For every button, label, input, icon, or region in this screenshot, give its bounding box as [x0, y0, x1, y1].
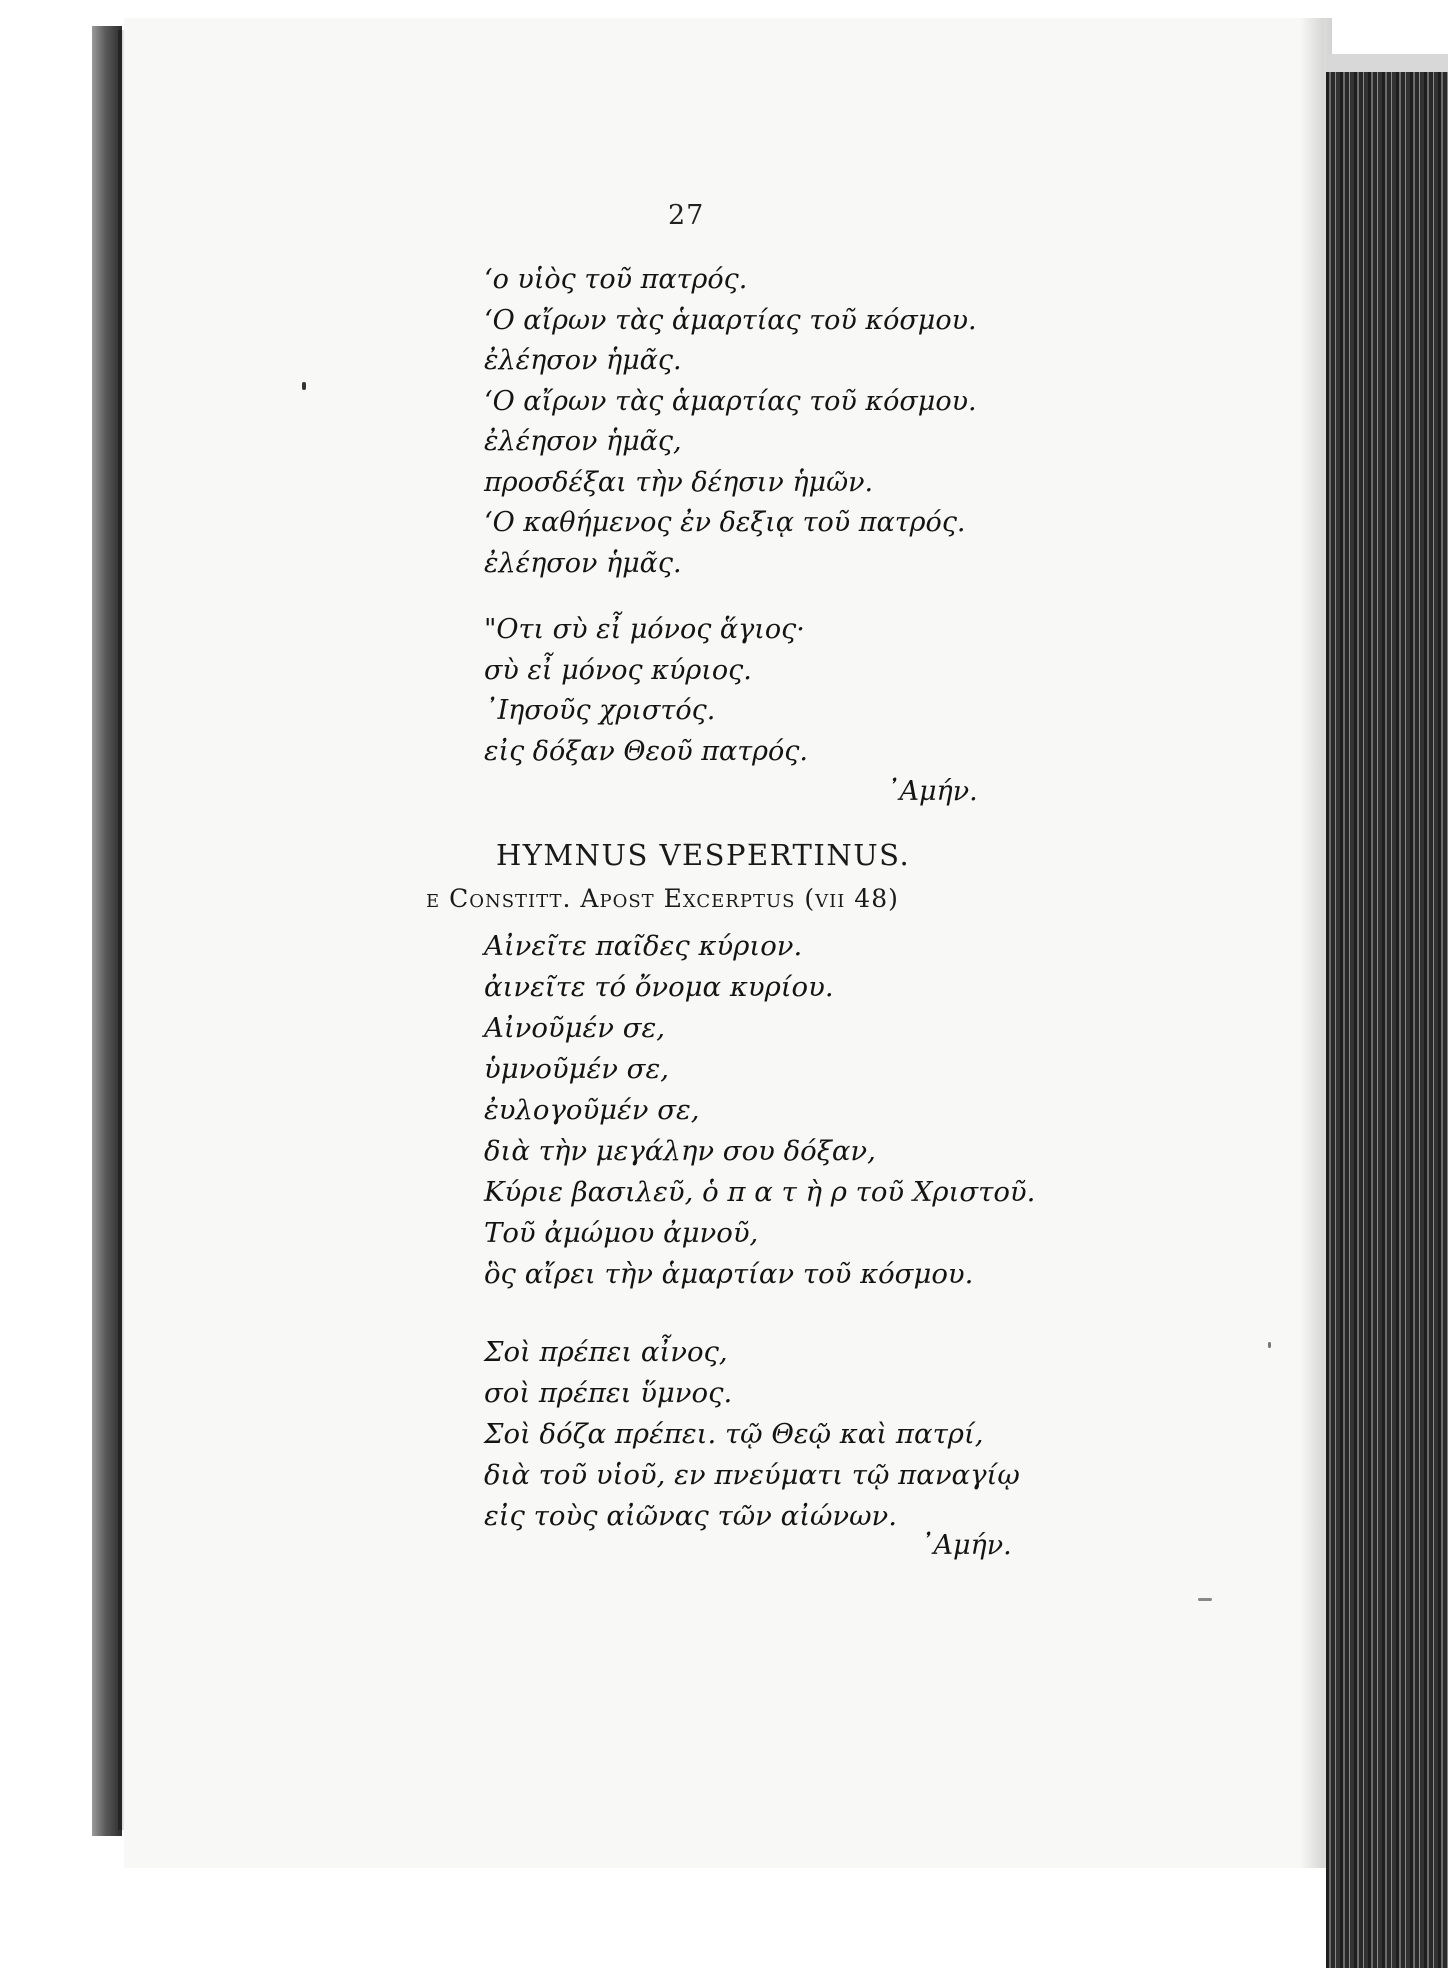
- verse-line: ‘Ο αἴρων τὰς ἁμαρτίας τοῦ κόσμου.: [484, 385, 977, 417]
- page-number: 27: [668, 200, 705, 231]
- verse-line: Αἰνοῦμέν σε,: [484, 1012, 665, 1044]
- verse-line: ‘Ο αἴρων τὰς ἁμαρτίας τοῦ κόσμου.: [484, 304, 977, 336]
- ink-speck: [1198, 1598, 1212, 1601]
- bottom-margin: [124, 1868, 1326, 1968]
- verse-line: προσδέξαι τὴν δέησιν ἡμῶν.: [484, 466, 874, 498]
- verse-line: σοὶ πρέπει ὕμνος.: [484, 1377, 733, 1409]
- verse-line: Σοὶ πρέπει αἶνος,: [484, 1336, 728, 1368]
- stanza-3: [484, 926, 1035, 1295]
- verse-line: ὃς αἴρει τὴν ἁμαρτίαν τοῦ κόσμου.: [484, 1258, 974, 1290]
- verse-line: ᾿Ιησοῦς χριστός.: [484, 695, 716, 726]
- verse-line: Τοῦ ἀμώμου ἀμνοῦ,: [484, 1217, 759, 1249]
- stanza-4: [484, 1332, 1020, 1537]
- verse-line: ἐλέησον ἡμᾶς.: [484, 345, 682, 376]
- verse-line: εἰς δόξαν Θεοῦ πατρός.: [484, 735, 809, 767]
- verse-line: Σοὶ δόζα πρέπει. τῷ Θεῷ καὶ πατρί,: [484, 1418, 984, 1450]
- verse-line: ἐλέησον ἡμᾶς,: [484, 426, 682, 457]
- verse-line: ‘ο υἱὸς τοῦ πατρός.: [484, 264, 748, 295]
- ink-speck: [1268, 1342, 1271, 1348]
- book-fore-edge: [1326, 54, 1448, 1968]
- verse-line: ἀινεῖτε τό ὄνομα κυρίου.: [484, 971, 834, 1003]
- verse-line: Κύριε βασιλεῦ, ὁ π α τ ὴ ρ τοῦ Χριστοῦ.: [484, 1176, 1036, 1208]
- verse-line: "Οτι σὺ εἶ μόνος ἅγιος·: [484, 614, 805, 645]
- hymn-subtitle: e Constitt. Apost Excerptus (vii 48): [426, 884, 899, 913]
- ink-speck: [302, 382, 306, 390]
- verse-line: διὰ τὴν μεγάλην σου δόξαν,: [484, 1135, 876, 1167]
- stanza-2: [484, 610, 808, 772]
- verse-line: ὑμνοῦμέν σε,: [484, 1053, 669, 1085]
- amen-2: ᾿Αμήν.: [920, 1530, 1012, 1561]
- verse-line: διὰ τοῦ υἱοῦ, εν πνεύματι τῷ παναγίῳ: [484, 1459, 1020, 1491]
- verse-line: Αἰνεῖτε παῖδες κύριον.: [484, 930, 803, 962]
- hymn-title: HYMNUS VESPERTINUS.: [496, 838, 911, 872]
- verse-line: εἰς τοὺς αἰῶνας τῶν αἰώνων.: [484, 1500, 897, 1532]
- verse-line: σὺ εἶ μόνος κύριος.: [484, 654, 752, 686]
- amen-1: ᾿Αμήν.: [886, 776, 978, 807]
- verse-line: ‘Ο καθήμενος ἐν δεξιᾳ τοῦ πατρός.: [484, 507, 966, 538]
- verse-line: ἐυλογοῦμέν σε,: [484, 1094, 700, 1126]
- verse-line: ἐλέησον ἡμᾶς.: [484, 547, 682, 579]
- fore-edge-top: [1326, 54, 1448, 72]
- stanza-1: [484, 260, 977, 584]
